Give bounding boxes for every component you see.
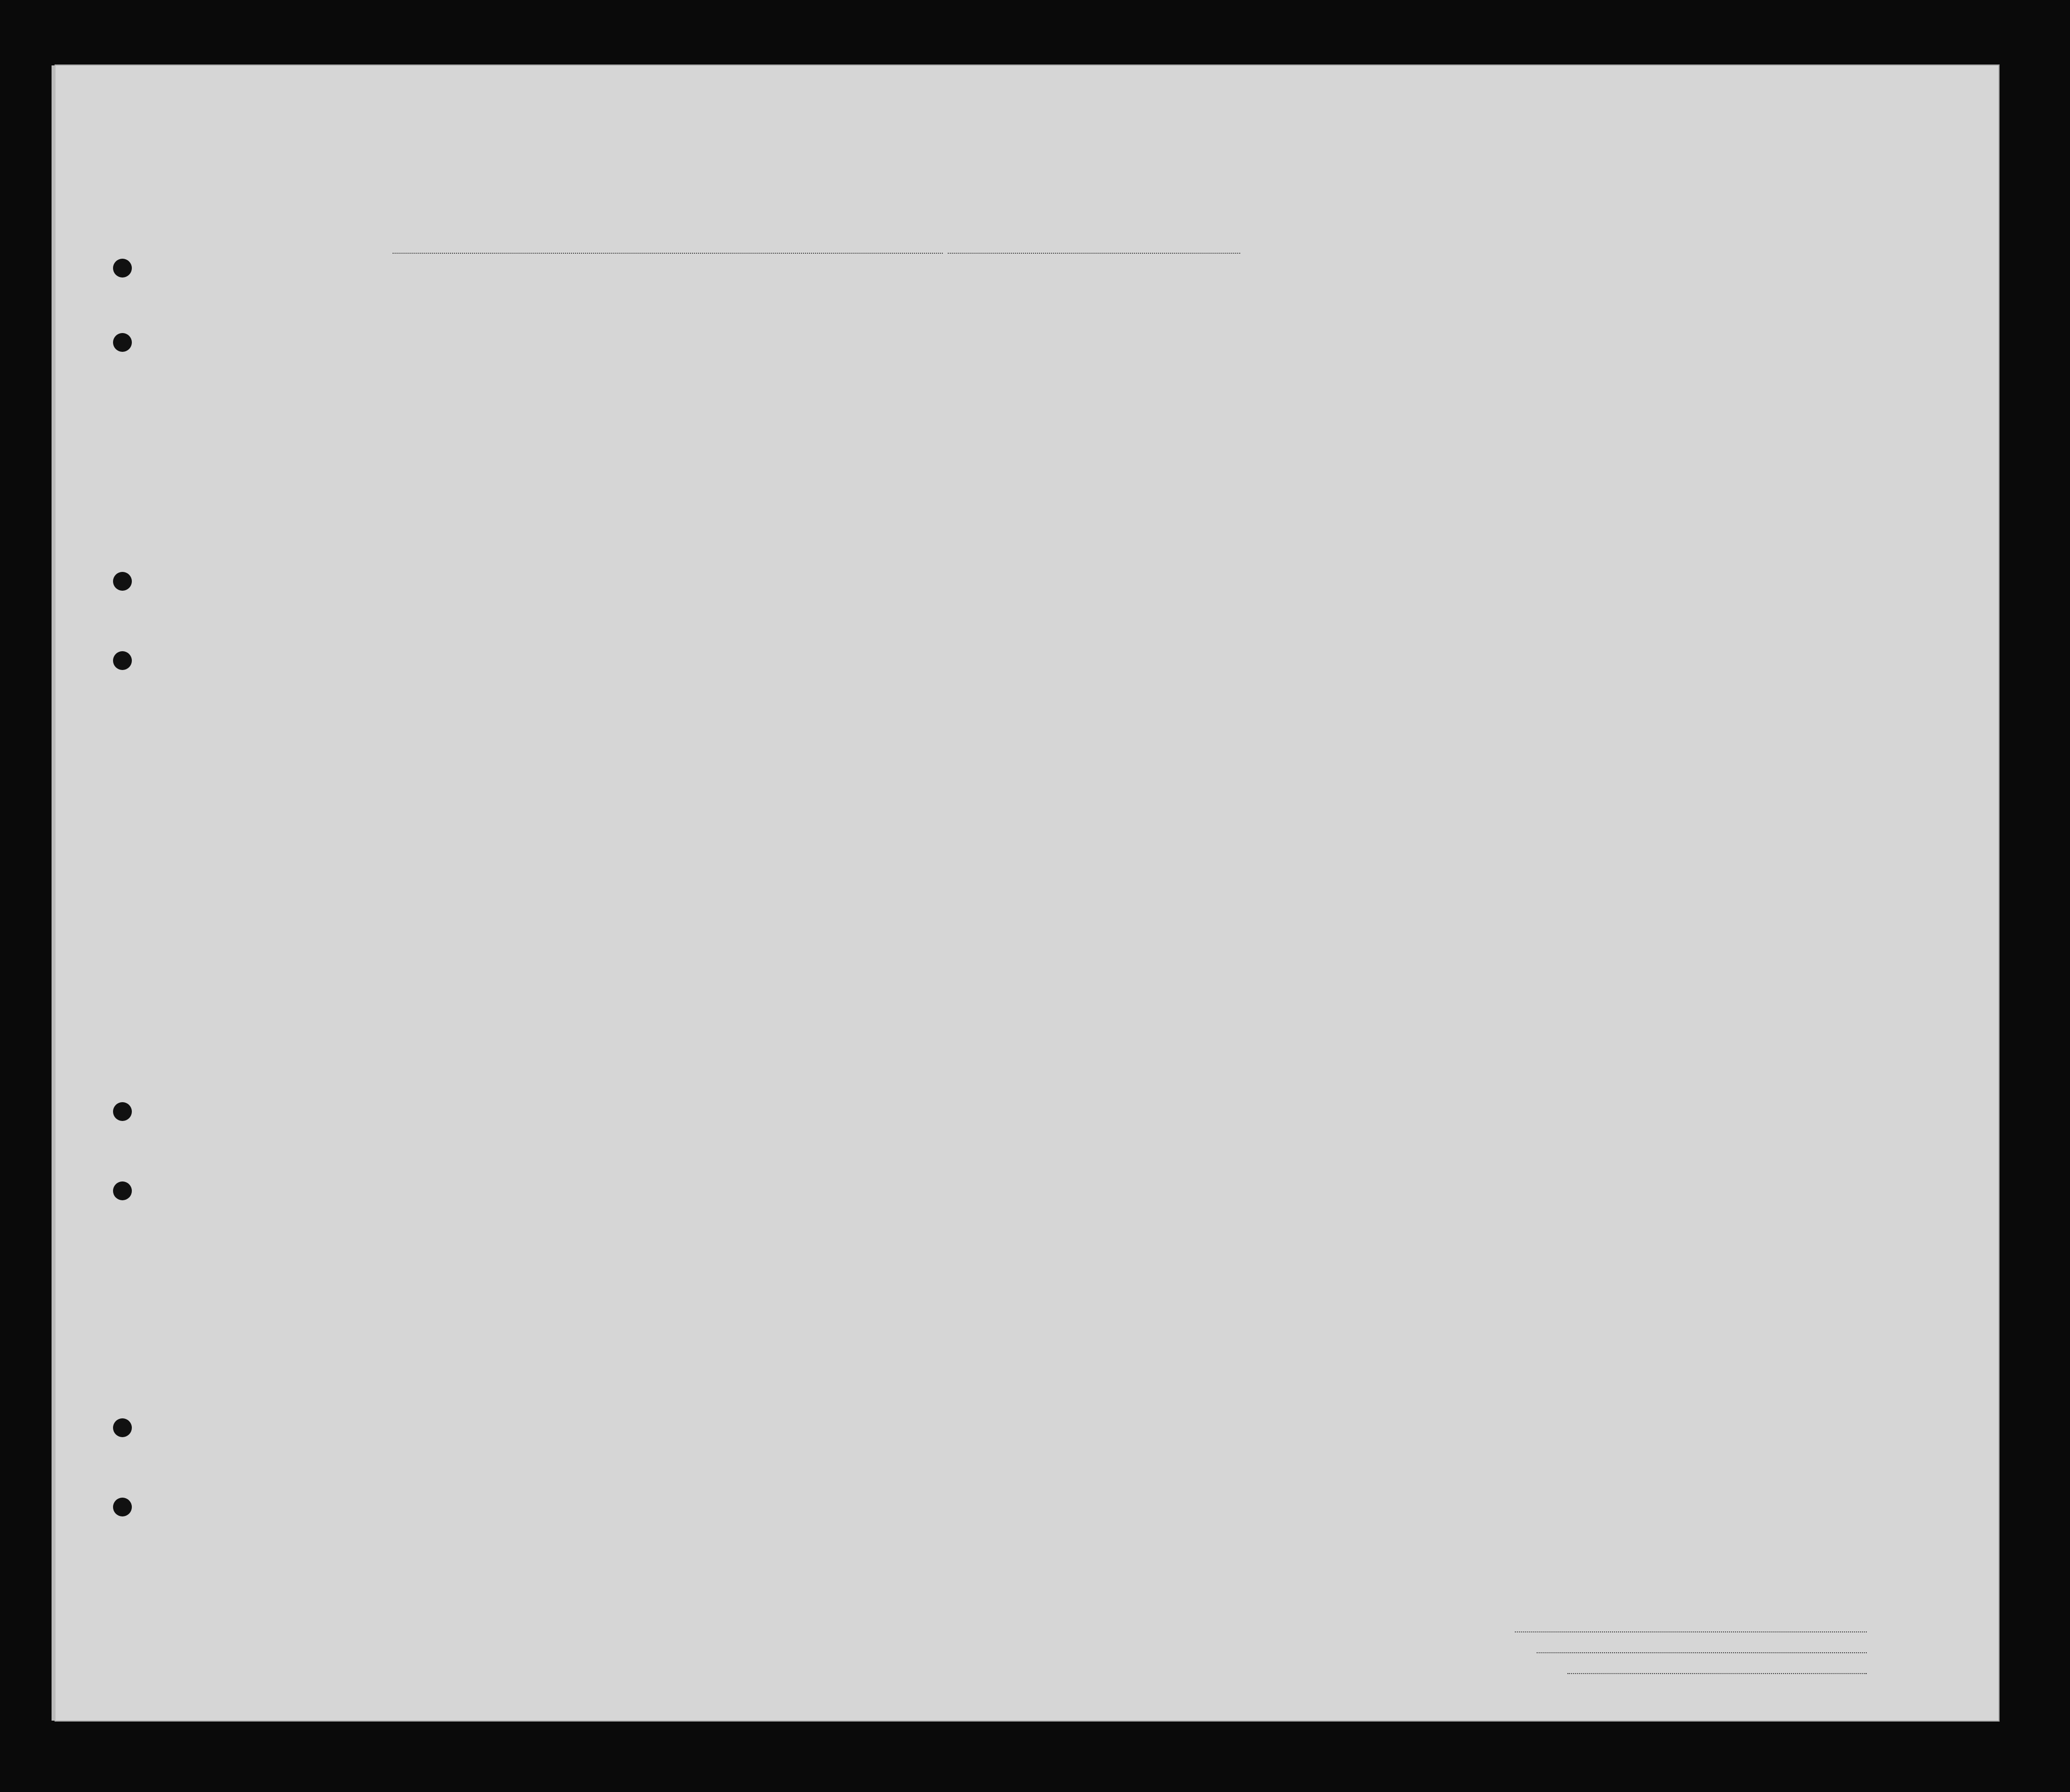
- line-field: [1515, 1631, 1867, 1632]
- owners-field: [1537, 1652, 1867, 1653]
- manifest-sheet: [55, 64, 2000, 1722]
- local-agents-field: [1567, 1673, 1867, 1674]
- form-grid: [56, 65, 1999, 1721]
